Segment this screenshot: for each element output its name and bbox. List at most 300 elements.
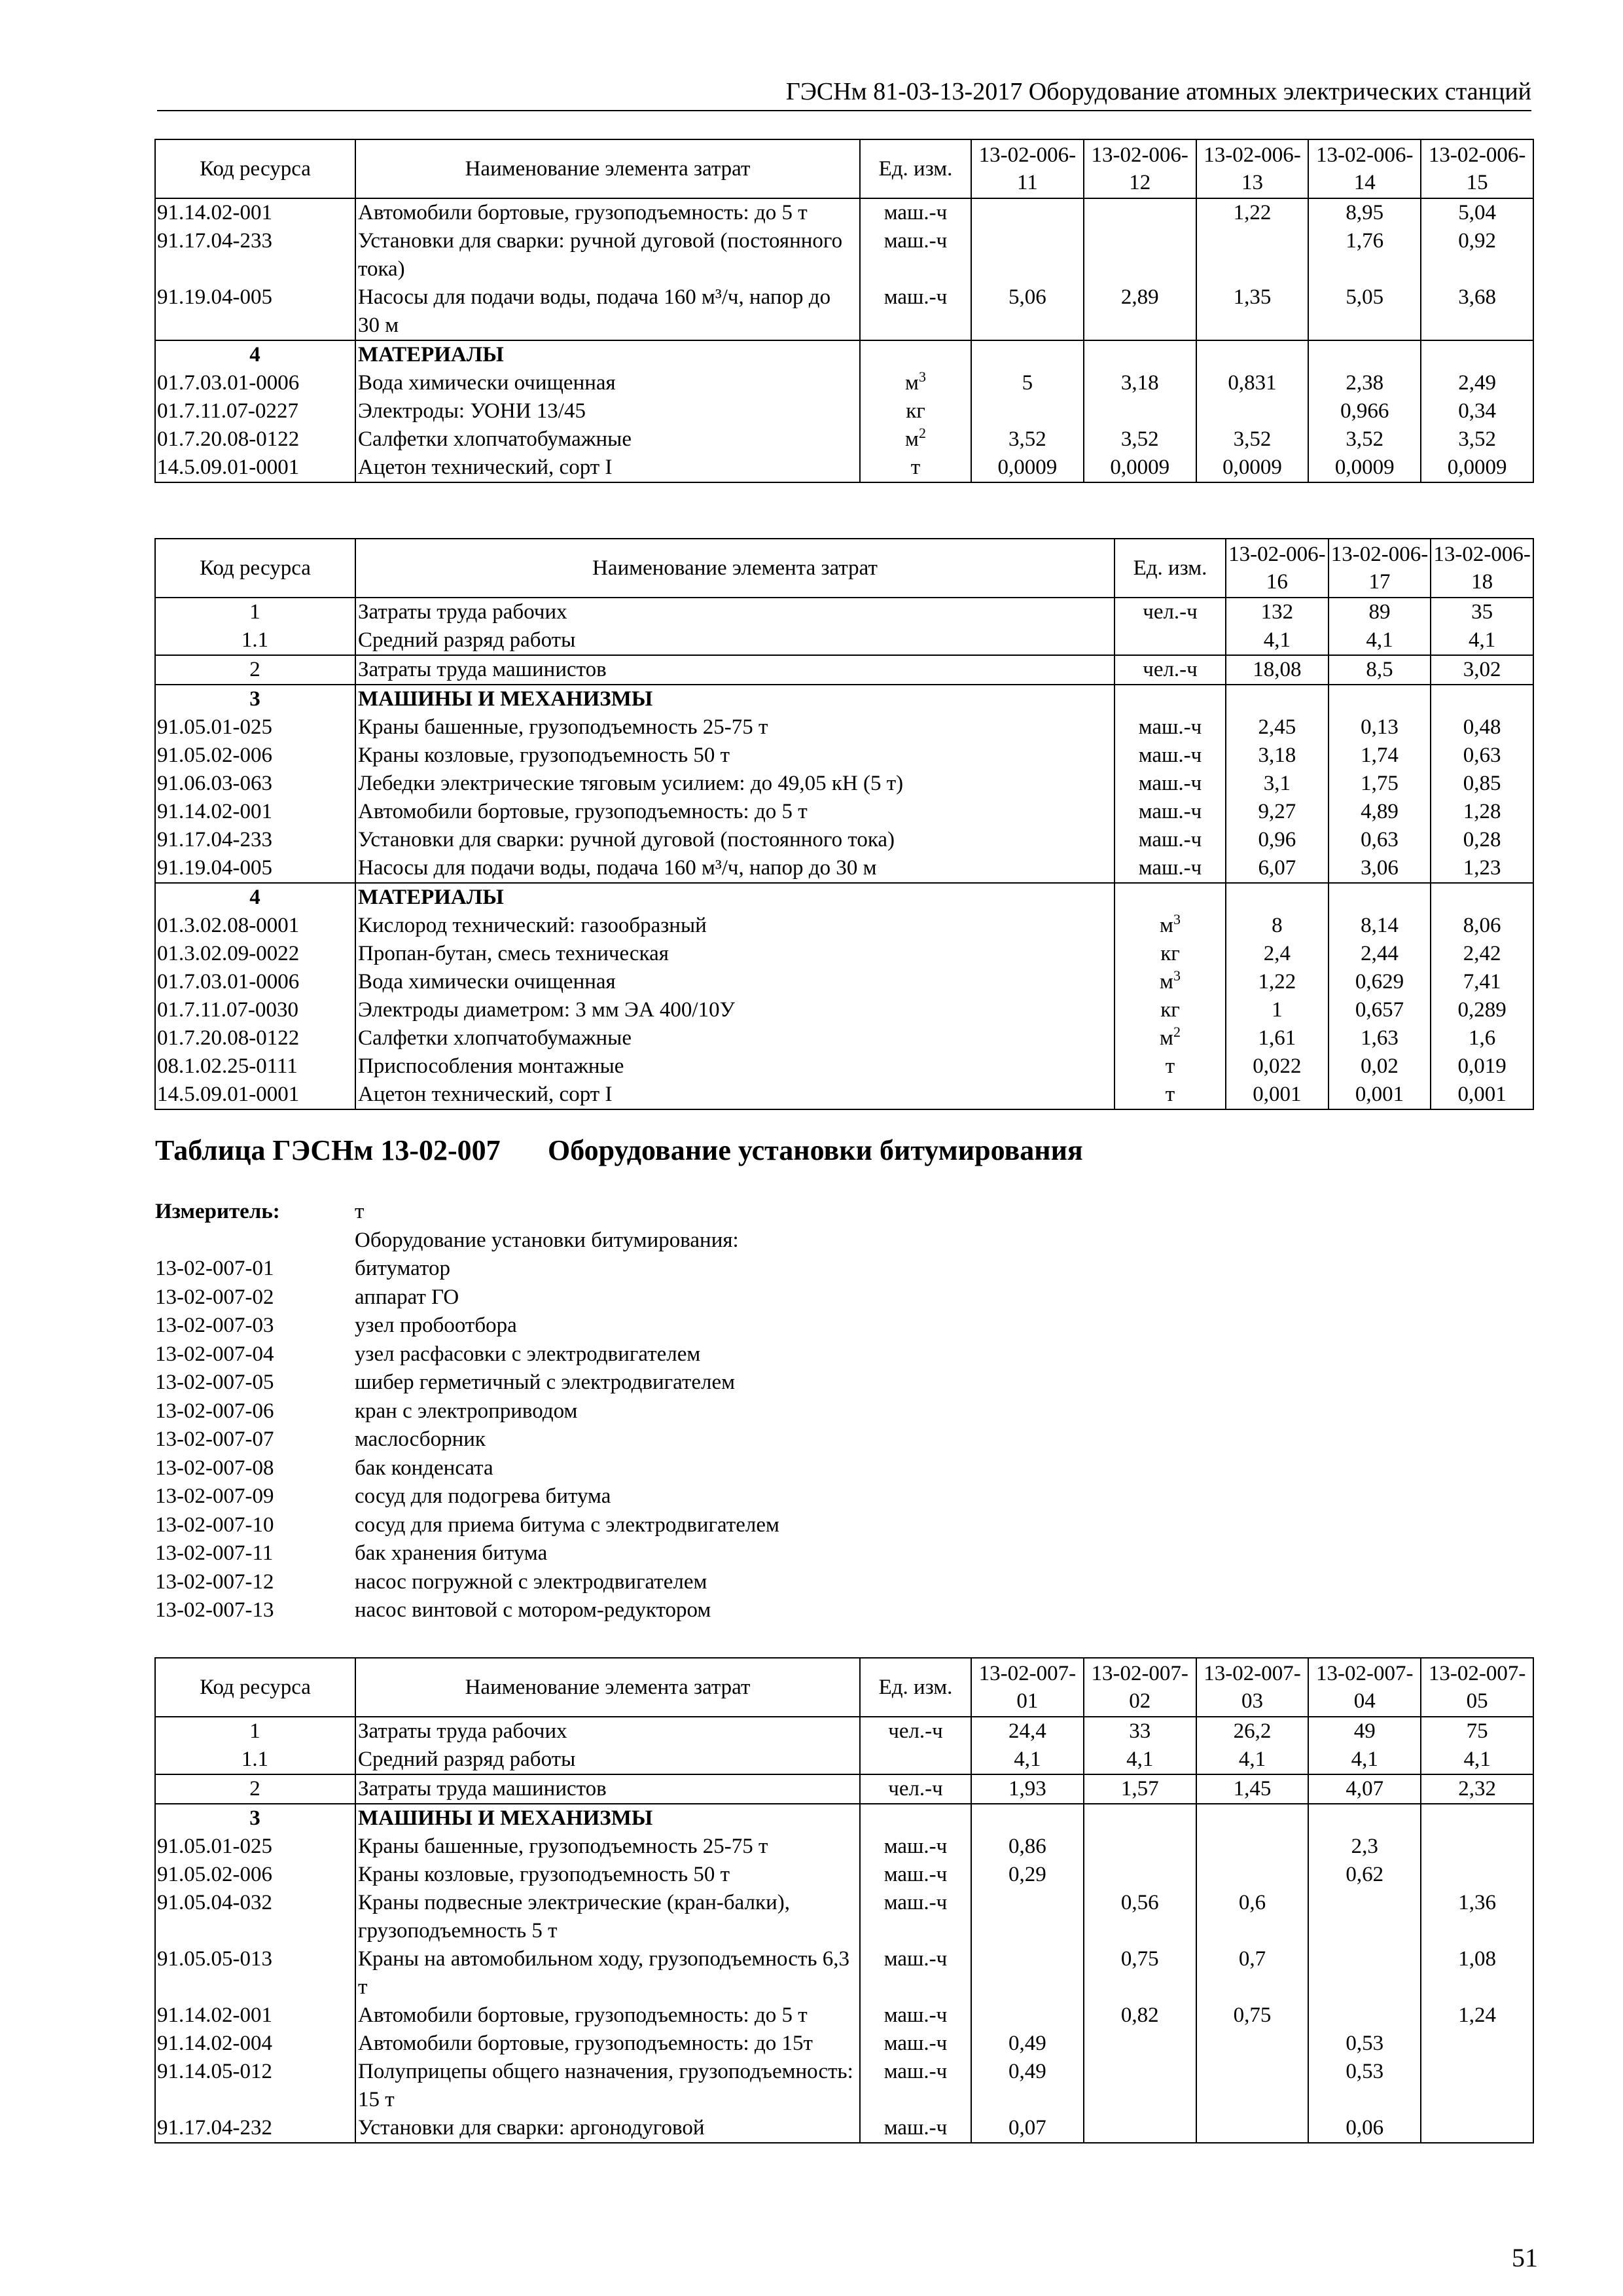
norm-value: 2,3 — [1308, 1833, 1421, 1861]
resource-name: Краны козловые, грузоподъемность 50 т — [355, 1861, 860, 1889]
resource-name: Краны башенные, грузоподъемность 25-75 т — [355, 1833, 860, 1861]
norm-value: 7,41 — [1431, 968, 1533, 996]
norm-value: 0,63 — [1431, 742, 1533, 770]
resource-name: МАШИНЫ И МЕХАНИЗМЫ — [355, 1804, 860, 1833]
resource-table-006-11-15 — [154, 139, 1534, 483]
table-header-row — [155, 1658, 1533, 1717]
norm-value — [1308, 1889, 1421, 1945]
measure-unit: т — [355, 1200, 365, 1223]
resource-name: Средний разряд работы — [355, 626, 1115, 655]
norm-value — [1084, 1804, 1196, 1833]
resource-code: 91.05.02-006 — [155, 742, 355, 770]
resource-unit: маш.-ч — [860, 1889, 971, 1945]
resource-code: 01.7.11.07-0030 — [155, 996, 355, 1024]
resource-name: Салфетки хлопчатобумажные — [355, 425, 860, 454]
norm-value: 0,49 — [971, 2030, 1084, 2058]
resource-name: Автомобили бортовые, грузоподъемность: до 5 т — [355, 798, 1115, 826]
norm-value: 8,95 — [1308, 198, 1421, 227]
norm-value — [1308, 2001, 1421, 2030]
resource-table-007-01-05 — [154, 1657, 1534, 2144]
table-row — [155, 1889, 1533, 1945]
norm-value: 1,35 — [1196, 283, 1309, 340]
resource-name: Затраты труда машинистов — [355, 1774, 860, 1804]
norm-value: 3,1 — [1226, 770, 1329, 798]
resource-code: 1.1 — [155, 626, 355, 655]
equipment-item — [155, 1255, 779, 1283]
equipment-name: бак хранения битума — [355, 1541, 548, 1565]
norm-value: 0,06 — [1308, 2114, 1421, 2143]
norm-value: 2,38 — [1308, 369, 1421, 397]
resource-unit: маш.-ч — [860, 1861, 971, 1889]
resource-unit: маш.-ч — [1115, 742, 1226, 770]
resource-unit: маш.-ч — [1115, 826, 1226, 854]
table-row — [155, 1746, 1533, 1774]
resource-code: 01.7.03.01-0006 — [155, 369, 355, 397]
equipment-item — [155, 1312, 779, 1340]
resource-name: Установки для сварки: ручной дуговой (постоянного тока) — [355, 826, 1115, 854]
norm-value: 1 — [1226, 996, 1329, 1024]
resource-unit: $м^3$ — [860, 369, 971, 397]
page-number: 51 — [1512, 2243, 1538, 2272]
norm-value: 9,27 — [1226, 798, 1329, 826]
resource-code: 4 — [155, 340, 355, 369]
resource-code: 01.3.02.09-0022 — [155, 940, 355, 968]
equipment-item — [155, 1568, 779, 1597]
resource-name: Затраты труда рабочих — [355, 1717, 860, 1746]
norm-value — [1084, 2030, 1196, 2058]
resource-unit: маш.-ч — [1115, 713, 1226, 742]
resource-unit: маш.-ч — [860, 2030, 971, 2058]
norm-value: 4,1 — [1431, 626, 1533, 655]
norm-value: 8 — [1226, 912, 1329, 940]
resource-unit: маш.-ч — [1115, 854, 1226, 883]
resource-unit — [1115, 685, 1226, 713]
table-row — [155, 2001, 1533, 2030]
column-header-norm: 13-02-007-02 — [1084, 1658, 1196, 1717]
norm-value: 0,001 — [1329, 1081, 1431, 1109]
column-header-norm: 13-02-006-18 — [1431, 539, 1533, 598]
norm-value — [1196, 227, 1309, 283]
norm-value — [1084, 1833, 1196, 1861]
norm-value — [1421, 1804, 1533, 1833]
resource-code: 91.14.02-004 — [155, 2030, 355, 2058]
column-header-name: Наименование элемента затрат — [355, 139, 860, 198]
resource-name: Краны башенные, грузоподъемность 25-75 т — [355, 713, 1115, 742]
norm-value: 1,93 — [971, 1774, 1084, 1804]
norm-value: 2,4 — [1226, 940, 1329, 968]
column-header-norm: 13-02-006-16 — [1226, 539, 1329, 598]
norm-value: 0,019 — [1431, 1052, 1533, 1081]
norm-value: 0,0009 — [1084, 454, 1196, 482]
norm-value — [1226, 685, 1329, 713]
norm-value: 1,28 — [1431, 798, 1533, 826]
table-header-row — [155, 139, 1533, 198]
equipment-item — [155, 1454, 779, 1483]
resource-code: 91.17.04-232 — [155, 2114, 355, 2143]
equipment-name: шибер герметичный с электродвигателем — [355, 1371, 735, 1394]
norm-value — [971, 198, 1084, 227]
norm-value: 1,08 — [1421, 1945, 1533, 2001]
norm-value: 1,36 — [1421, 1889, 1533, 1945]
norm-value: 4,1 — [1421, 1746, 1533, 1774]
norm-value: 0,75 — [1196, 2001, 1309, 2030]
table-row — [155, 2058, 1533, 2114]
resource-code: 14.5.09.01-0001 — [155, 454, 355, 482]
equipment-name: битуматор — [355, 1257, 450, 1280]
resource-unit: т — [860, 454, 971, 482]
table-row — [155, 826, 1533, 854]
norm-value — [1084, 2114, 1196, 2143]
norm-value: 0,022 — [1226, 1052, 1329, 1081]
norm-value: 4,1 — [1084, 1746, 1196, 1774]
norm-value: 3,68 — [1421, 283, 1533, 340]
norm-value: 4,1 — [1196, 1746, 1309, 1774]
norm-value — [1196, 397, 1309, 425]
table-row — [155, 742, 1533, 770]
resource-name: МАТЕРИАЛЫ — [355, 340, 860, 369]
norm-value: 4,1 — [1308, 1746, 1421, 1774]
equipment-code: 13-02-007-03 — [155, 1314, 274, 1337]
table-row — [155, 685, 1533, 713]
norm-value: 0,75 — [1084, 1945, 1196, 2001]
equipment-name: кран с электроприводом — [355, 1399, 578, 1423]
table-row — [155, 1717, 1533, 1746]
resource-name: Краны подвесные электрические (кран-балки), грузоподъемность 5 т — [355, 1889, 860, 1945]
table-number: Таблица ГЭСНм 13-02-007 — [155, 1134, 501, 1166]
column-header-norm: 13-02-006-14 — [1308, 139, 1421, 198]
measure-row — [155, 1198, 779, 1227]
norm-value: 0,07 — [971, 2114, 1084, 2143]
column-header-code: Код ресурса — [155, 539, 355, 598]
resource-name: Электроды диаметром: 3 мм ЭА 400/10У — [355, 996, 1115, 1024]
norm-value: 0,28 — [1431, 826, 1533, 854]
resource-name: Затраты труда рабочих — [355, 598, 1115, 626]
resource-unit: маш.-ч — [860, 1833, 971, 1861]
resource-unit — [1115, 883, 1226, 912]
norm-value — [1421, 1833, 1533, 1861]
resource-table-006-16-18 — [154, 538, 1534, 1110]
norm-value: 3,06 — [1329, 854, 1431, 883]
norm-value — [1196, 1833, 1309, 1861]
running-header-title: ГЭСНм 81-03-13-2017 Оборудование атомных электрических станций — [785, 78, 1531, 105]
resource-name: Приспособления монтажные — [355, 1052, 1115, 1081]
norm-value: 4,89 — [1329, 798, 1431, 826]
resource-code: 91.14.02-001 — [155, 2001, 355, 2030]
norm-value: 0,831 — [1196, 369, 1309, 397]
running-header — [157, 73, 1531, 111]
table-name: Оборудование установки битумирования — [548, 1134, 1083, 1166]
norm-value: 26,2 — [1196, 1717, 1309, 1746]
resource-unit: кг — [860, 397, 971, 425]
table-row — [155, 798, 1533, 826]
resource-unit: $м^2$ — [860, 425, 971, 454]
table-row — [155, 1804, 1533, 1833]
norm-value: 2,44 — [1329, 940, 1431, 968]
table-row — [155, 340, 1533, 369]
equipment-intro: Оборудование установки битумирования: — [355, 1228, 739, 1252]
norm-value — [1421, 2114, 1533, 2143]
norm-value — [971, 2001, 1084, 2030]
table-row — [155, 2030, 1533, 2058]
table-row — [155, 883, 1533, 912]
table-row — [155, 369, 1533, 397]
table-row — [155, 770, 1533, 798]
equipment-item — [155, 1397, 779, 1426]
norm-value: 3,52 — [1421, 425, 1533, 454]
norm-value: 0,92 — [1421, 227, 1533, 283]
norm-value: 0,6 — [1196, 1889, 1309, 1945]
equipment-code: 13-02-007-08 — [155, 1456, 274, 1480]
norm-value: 1,61 — [1226, 1024, 1329, 1052]
norm-value — [971, 1804, 1084, 1833]
resource-code: 91.05.02-006 — [155, 1861, 355, 1889]
equipment-code: 13-02-007-12 — [155, 1570, 274, 1594]
norm-value: 5,04 — [1421, 198, 1533, 227]
resource-name: Лебедки электрические тяговым усилием: до 49,05 кН (5 т) — [355, 770, 1115, 798]
resource-unit: $м^3$ — [1115, 968, 1226, 996]
resource-unit — [1115, 626, 1226, 655]
resource-code: 91.14.05-012 — [155, 2058, 355, 2114]
norm-value — [1421, 1861, 1533, 1889]
resource-unit: маш.-ч — [860, 1945, 971, 2001]
resource-unit: маш.-ч — [860, 227, 971, 283]
table-row — [155, 626, 1533, 655]
resource-unit: чел.-ч — [860, 1774, 971, 1804]
norm-value: 0,96 — [1226, 826, 1329, 854]
resource-code: 91.06.03-063 — [155, 770, 355, 798]
norm-value — [971, 1945, 1084, 2001]
resource-name: Краны на автомобильном ходу, грузоподъемность 6,3 т — [355, 1945, 860, 2001]
table-row — [155, 454, 1533, 482]
norm-value: 5,06 — [971, 283, 1084, 340]
resource-code: 1 — [155, 598, 355, 626]
resource-code: 4 — [155, 883, 355, 912]
resource-unit: $м^2$ — [1115, 1024, 1226, 1052]
norm-value: 0,629 — [1329, 968, 1431, 996]
resource-code: 91.19.04-005 — [155, 283, 355, 340]
norm-value: 3,18 — [1226, 742, 1329, 770]
norm-value: 2,42 — [1431, 940, 1533, 968]
equipment-name: аппарат ГО — [355, 1285, 459, 1309]
resource-name: Вода химически очищенная — [355, 968, 1115, 996]
resource-unit: маш.-ч — [860, 2058, 971, 2114]
resource-name: Затраты труда машинистов — [355, 655, 1115, 685]
norm-value: 1,45 — [1196, 1774, 1309, 1804]
norm-value: 0,56 — [1084, 1889, 1196, 1945]
resource-code: 91.14.02-001 — [155, 798, 355, 826]
norm-value: 0,34 — [1421, 397, 1533, 425]
equipment-name: сосуд для подогрева битума — [355, 1484, 611, 1508]
table-row — [155, 283, 1533, 340]
norm-value: 0,85 — [1431, 770, 1533, 798]
equipment-item — [155, 1369, 779, 1397]
table-header-row — [155, 539, 1533, 598]
resource-name: Электроды: УОНИ 13/45 — [355, 397, 860, 425]
norm-value: 1,23 — [1431, 854, 1533, 883]
column-header-norm: 13-02-007-03 — [1196, 1658, 1309, 1717]
column-header-norm: 13-02-006-11 — [971, 139, 1084, 198]
resource-unit: маш.-ч — [1115, 770, 1226, 798]
equipment-code: 13-02-007-09 — [155, 1484, 274, 1508]
resource-name: Ацетон технический, сорт I — [355, 454, 860, 482]
norm-value: 0,001 — [1226, 1081, 1329, 1109]
column-header-unit: Ед. изм. — [860, 1658, 971, 1717]
resource-unit: чел.-ч — [1115, 655, 1226, 685]
norm-value: 2,32 — [1421, 1774, 1533, 1804]
resource-name: МАШИНЫ И МЕХАНИЗМЫ — [355, 685, 1115, 713]
norm-value: 75 — [1421, 1717, 1533, 1746]
norm-value: 5 — [971, 369, 1084, 397]
norm-value: 3,52 — [971, 425, 1084, 454]
norm-value: 0,13 — [1329, 713, 1431, 742]
resource-code: 91.05.01-025 — [155, 1833, 355, 1861]
norm-value: 3,52 — [1196, 425, 1309, 454]
table-title — [155, 1134, 1083, 1167]
norm-value — [1084, 2058, 1196, 2114]
resource-code: 01.7.11.07-0227 — [155, 397, 355, 425]
table-row — [155, 397, 1533, 425]
norm-value: 8,06 — [1431, 912, 1533, 940]
resource-unit: т — [1115, 1052, 1226, 1081]
norm-value: 0,48 — [1431, 713, 1533, 742]
norm-value — [971, 340, 1084, 369]
norm-value — [1308, 340, 1421, 369]
resource-name: Краны козловые, грузоподъемность 50 т — [355, 742, 1115, 770]
resource-unit: маш.-ч — [1115, 798, 1226, 826]
equipment-code: 13-02-007-13 — [155, 1598, 274, 1622]
norm-value: 8,14 — [1329, 912, 1431, 940]
resource-unit: $м^3$ — [1115, 912, 1226, 940]
table-row — [155, 1081, 1533, 1109]
table-row — [155, 2114, 1533, 2143]
resource-code: 01.7.03.01-0006 — [155, 968, 355, 996]
column-header-name: Наименование элемента затрат — [355, 539, 1115, 598]
table-row — [155, 1861, 1533, 1889]
equipment-code: 13-02-007-04 — [155, 1342, 274, 1366]
resource-unit — [860, 340, 971, 369]
norm-value — [1196, 1861, 1309, 1889]
resource-name: Кислород технический: газообразный — [355, 912, 1115, 940]
norm-value: 49 — [1308, 1717, 1421, 1746]
equipment-code: 13-02-007-05 — [155, 1371, 274, 1394]
norm-value — [1196, 2030, 1309, 2058]
equipment-item — [155, 1596, 779, 1625]
resource-code: 2 — [155, 655, 355, 685]
norm-value: 3,02 — [1431, 655, 1533, 685]
norm-value: 4,1 — [1329, 626, 1431, 655]
norm-value: 2,89 — [1084, 283, 1196, 340]
norm-value: 0,0009 — [1308, 454, 1421, 482]
column-header-norm: 13-02-007-05 — [1421, 1658, 1533, 1717]
norm-value: 89 — [1329, 598, 1431, 626]
equipment-code: 13-02-007-07 — [155, 1427, 274, 1451]
resource-unit: маш.-ч — [860, 198, 971, 227]
resource-code: 01.7.20.08-0122 — [155, 425, 355, 454]
norm-value: 0,62 — [1308, 1861, 1421, 1889]
norm-value: 6,07 — [1226, 854, 1329, 883]
resource-name: Средний разряд работы — [355, 1746, 860, 1774]
resource-name: Ацетон технический, сорт I — [355, 1081, 1115, 1109]
resource-name: Насосы для подачи воды, подача 160 м³/ч, напор до 30 м — [355, 283, 860, 340]
resource-unit: чел.-ч — [860, 1717, 971, 1746]
norm-value: 1,57 — [1084, 1774, 1196, 1804]
column-header-code: Код ресурса — [155, 139, 355, 198]
equipment-name: узел пробоотбора — [355, 1314, 517, 1337]
norm-value: 0,7 — [1196, 1945, 1309, 2001]
resource-unit: маш.-ч — [860, 283, 971, 340]
resource-code: 1 — [155, 1717, 355, 1746]
resource-code: 3 — [155, 685, 355, 713]
resource-code: 91.05.05-013 — [155, 1945, 355, 2001]
norm-value: 0,289 — [1431, 996, 1533, 1024]
norm-value: 2,49 — [1421, 369, 1533, 397]
resource-code: 91.17.04-233 — [155, 826, 355, 854]
norm-value: 5,05 — [1308, 283, 1421, 340]
norm-value: 18,08 — [1226, 655, 1329, 685]
norm-value — [1226, 883, 1329, 912]
norm-value — [1196, 2058, 1309, 2114]
equipment-item — [155, 1511, 779, 1540]
norm-value — [1084, 340, 1196, 369]
resource-unit: кг — [1115, 996, 1226, 1024]
resource-name: Установки для сварки: аргонодуговой — [355, 2114, 860, 2143]
table-row — [155, 655, 1533, 685]
equipment-code: 13-02-007-02 — [155, 1285, 274, 1309]
resource-unit: маш.-ч — [860, 2001, 971, 2030]
table-row — [155, 425, 1533, 454]
norm-value: 1,74 — [1329, 742, 1431, 770]
norm-value — [1431, 883, 1533, 912]
norm-value: 0,02 — [1329, 1052, 1431, 1081]
norm-value — [1196, 340, 1309, 369]
norm-value: 132 — [1226, 598, 1329, 626]
resource-name: Автомобили бортовые, грузоподъемность: до 5 т — [355, 198, 860, 227]
norm-value — [1329, 883, 1431, 912]
norm-value: 0,86 — [971, 1833, 1084, 1861]
norm-value: 1,22 — [1196, 198, 1309, 227]
norm-value — [1329, 685, 1431, 713]
equipment-item — [155, 1482, 779, 1511]
equipment-list — [155, 1255, 779, 1625]
norm-value — [1084, 198, 1196, 227]
norm-value: 0,49 — [971, 2058, 1084, 2114]
norm-value: 1,63 — [1329, 1024, 1431, 1052]
norm-value — [1421, 340, 1533, 369]
norm-value — [1421, 2058, 1533, 2114]
norm-value — [971, 227, 1084, 283]
equipment-name: насос винтовой с мотором-редуктором — [355, 1598, 711, 1622]
resource-name: Полуприцепы общего назначения, грузоподъемность: 15 т — [355, 2058, 860, 2114]
norm-value: 0,0009 — [971, 454, 1084, 482]
table-row — [155, 996, 1533, 1024]
norm-value: 1,22 — [1226, 968, 1329, 996]
equipment-name: узел расфасовки с электродвигателем — [355, 1342, 701, 1366]
column-header-norm: 13-02-006-15 — [1421, 139, 1533, 198]
column-header-name: Наименование элемента затрат — [355, 1658, 860, 1717]
resource-code: 01.7.20.08-0122 — [155, 1024, 355, 1052]
resource-code: 91.14.02-001 — [155, 198, 355, 227]
resource-code: 91.17.04-233 — [155, 227, 355, 283]
norm-value: 4,1 — [1226, 626, 1329, 655]
table-row — [155, 1774, 1533, 1804]
norm-value: 8,5 — [1329, 655, 1431, 685]
norm-value: 4,1 — [971, 1746, 1084, 1774]
norm-value: 0,966 — [1308, 397, 1421, 425]
resource-unit: т — [1115, 1081, 1226, 1109]
column-header-code: Код ресурса — [155, 1658, 355, 1717]
column-header-norm: 13-02-007-04 — [1308, 1658, 1421, 1717]
column-header-norm: 13-02-006-13 — [1196, 139, 1309, 198]
